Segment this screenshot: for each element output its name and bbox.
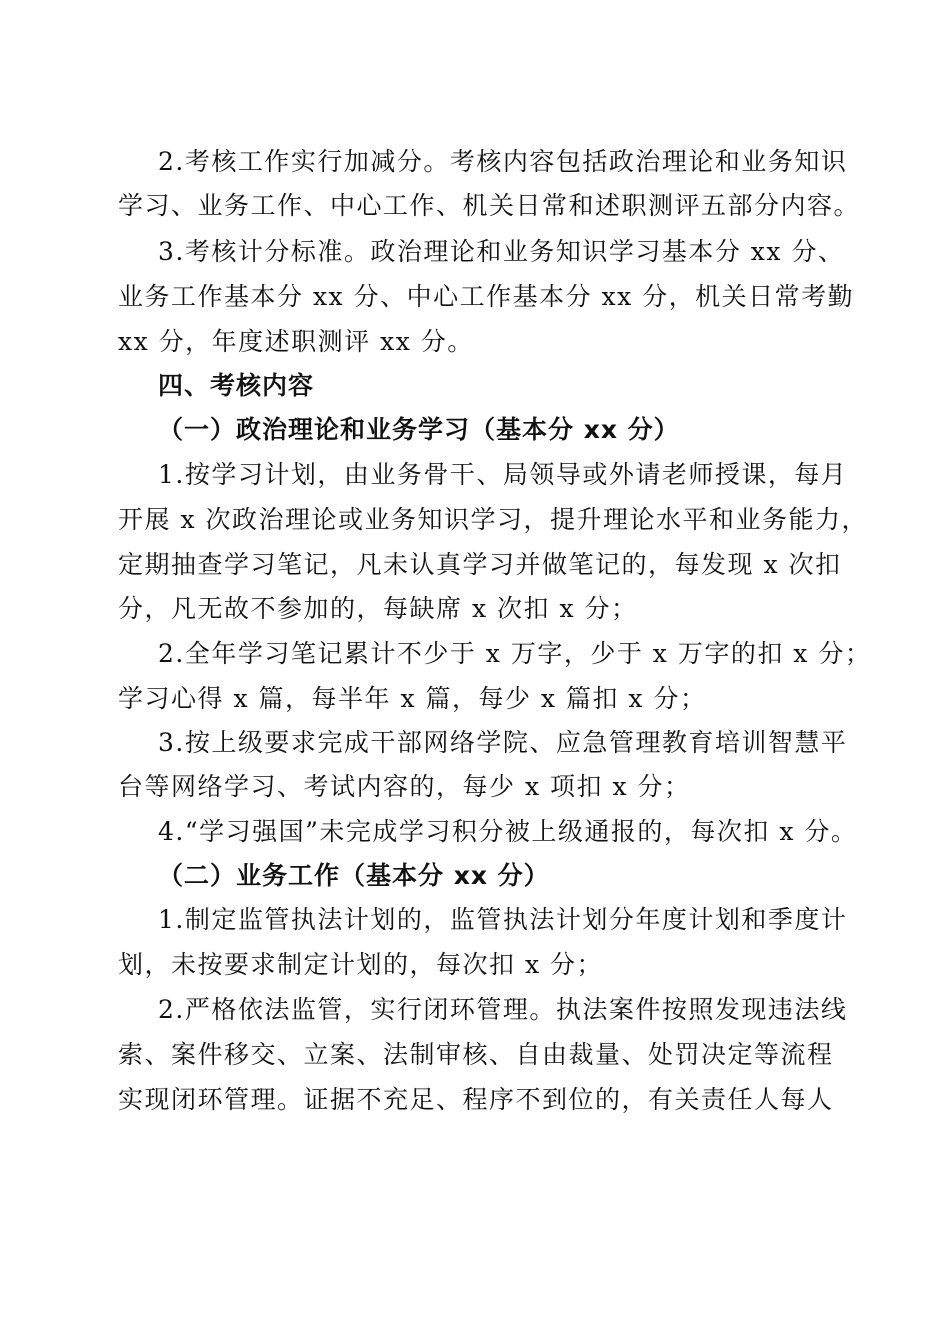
paragraph-line: 开展 x 次政治理论或业务知识学习，提升理论水平和业务能力，	[118, 505, 868, 534]
paragraph-line: 索、案件移交、立案、法制审核、自由裁量、处罚决定等流程	[118, 1040, 834, 1069]
section-heading: 四、考核内容	[158, 371, 315, 400]
paragraph-line: 实现闭环管理。证据不充足、程序不到位的，有关责任人每人	[118, 1085, 834, 1114]
subsection-heading: （二）业务工作（基本分 xx 分）	[158, 861, 550, 890]
paragraph-line: 3.按上级要求完成干部网络学院、应急管理教育培训智慧平	[158, 728, 848, 757]
paragraph-line: 1.按学习计划，由业务骨干、局领导或外请老师授课，每月	[158, 460, 848, 489]
paragraph-line: 划，未按要求制定计划的，每次扣 x 分；	[118, 950, 603, 979]
paragraph-line: 学习、业务工作、中心工作、机关日常和述职测评五部分内容。	[118, 191, 861, 220]
paragraph-line: 4.“学习强国”未完成学习积分被上级通报的，每次扣 x 分。	[158, 817, 858, 846]
subsection-heading: （一）政治理论和业务学习（基本分 xx 分）	[158, 415, 680, 444]
paragraph-line: 业务工作基本分 xx 分、中心工作基本分 xx 分，机关日常考勤	[118, 282, 855, 311]
paragraph-line: 1.制定监管执法计划的，监管执法计划分年度计划和季度计	[158, 905, 848, 934]
paragraph-line: 2.考核工作实行加减分。考核内容包括政治理论和业务知识	[158, 147, 848, 176]
paragraph-line: 定期抽查学习笔记，凡未认真学习并做笔记的，每发现 x 次扣	[118, 550, 842, 579]
paragraph-line: xx 分，年度述职测评 xx 分。	[118, 327, 474, 356]
paragraph-line: 3.考核计分标准。政治理论和业务知识学习基本分 xx 分、	[158, 237, 845, 266]
paragraph-line: 2.严格依法监管，实行闭环管理。执法案件按照发现违法线	[158, 995, 848, 1024]
paragraph-line: 分，凡无故不参加的，每缺席 x 次扣 x 分；	[118, 594, 638, 623]
paragraph-line: 学习心得 x 篇，每半年 x 篇，每少 x 篇扣 x 分；	[118, 684, 707, 713]
paragraph-line: 台等网络学习、考试内容的，每少 x 项扣 x 分；	[118, 772, 691, 801]
paragraph-line: 2.全年学习笔记累计不少于 x 万字，少于 x 万字的扣 x 分；	[158, 639, 872, 668]
